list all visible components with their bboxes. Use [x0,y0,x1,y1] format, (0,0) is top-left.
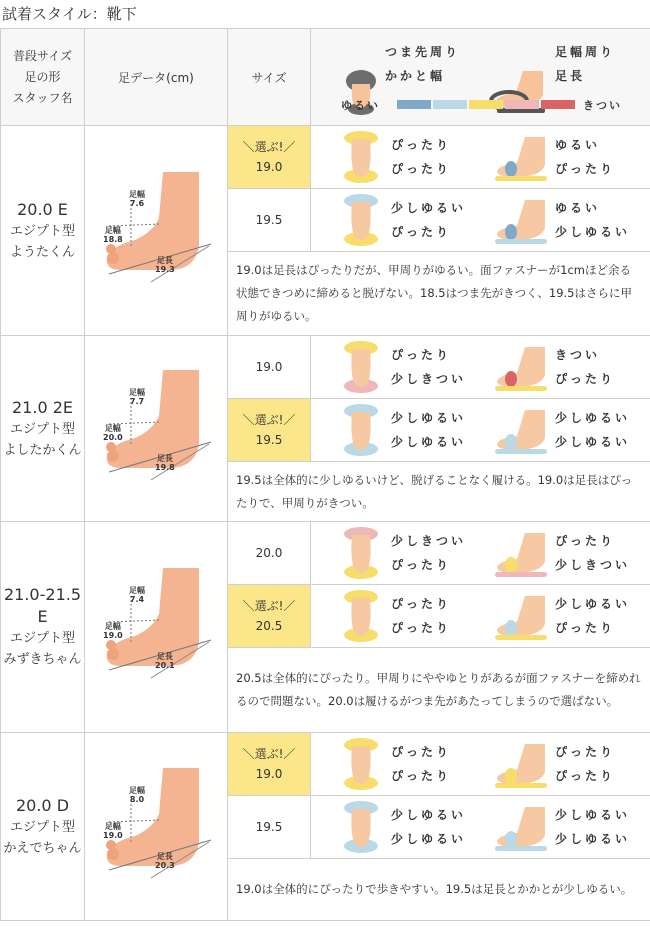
fitting-note: 19.0は足長はぴったりだが、甲周りがゆるい。面ファスナーが1cmほど余る状態できつめに締めると脱げない。18.5はつま先がきつく、19.5はさらに甲周りがゆるい。 [228,252,650,336]
person-cell [1,733,85,921]
length-fit: ぴったり [555,372,616,386]
instep-fit: ぴったり [555,534,616,548]
width-value: 19.0 [103,631,123,640]
length-fit: 少しきつい [555,558,631,572]
side-fit-icon [491,592,553,642]
instep-value: 7.6 [129,198,145,208]
fit-result-cell [311,796,650,859]
header-staff-name: スタッフ名 [12,90,73,105]
chosen-badge: ＼選ぶ!／ [242,747,296,761]
header-foot-data: 足データ(cm) [85,29,228,126]
fit-row [1,522,650,585]
side-fit-icon [491,740,553,790]
toe-fit: ぴったり [391,138,452,152]
length-fit: 少しゆるい [555,225,631,239]
foot-shape: エジプト型 [9,223,75,239]
width-value: 18.8 [103,234,123,244]
page-title: 試着スタイル：靴下 [2,5,137,23]
length-fit: ぴったり [555,621,616,635]
fit-row [1,336,650,399]
chosen-badge: ＼選ぶ!／ [242,599,296,613]
fit-result-cell [311,189,650,252]
length-label: 足長 19.8 [155,453,175,472]
header-row [1,29,650,126]
size-value: 20.0 [255,546,283,560]
sole-fit-icon [339,340,383,394]
length-value: 19.3 [155,264,175,274]
length-fit: ぴったり [555,162,616,176]
foot-shape: エジプト型 [9,819,75,835]
width-label: 足幅 19.0 [103,821,123,840]
staff-name: よしたかくん [3,442,82,458]
toe-fit: ぴったり [391,597,452,611]
toe-fit: 少しゆるい [391,201,467,215]
foot-shape: エジプト型 [9,421,75,437]
fitting-note: 20.5は全体的にぴったり。甲周りにややゆとりがあるが面ファスナーを締めれるので問題ない。20.0は履けるがつま先があたってしまうので選ばない。 [228,648,650,733]
foot-shape: エジプト型 [9,631,75,646]
size-value: 19.5 [255,213,283,227]
scale-segment [397,100,431,109]
size-cell [228,126,311,189]
staff-name: かえでちゃん [3,840,82,856]
fitting-note: 19.5は全体的に少しゆるいけど、脱げることなく履ける。19.0は足長はぴったりで、甲周りがきつい。 [228,462,650,522]
heel-fit: ぴったり [391,162,452,176]
heel-fit: ぴったり [391,621,452,635]
usual-size: 20.0 E [17,199,68,219]
instep-label: 足幅 7.4 [129,586,145,604]
width-value: 19.0 [103,830,123,840]
instep-fit: 少しゆるい [555,411,631,425]
sole-fit-icon [339,193,383,247]
sole-fit-icon [339,800,383,854]
fitting-note: 19.0は全体的にぴったりで歩きやすい。19.5は足長とかかとが少しゆるい。 [228,859,650,921]
fit-result-cell [311,126,650,189]
usual-size: 20.0 D [15,795,70,815]
header-size: サイズ [228,29,311,126]
instep-label: 足幅 7.7 [129,387,145,406]
instep-label: 足幅 8.0 [129,785,145,804]
side-fit-icon [491,529,553,579]
size-value: 20.5 [255,619,283,633]
fit-result-cell [311,733,650,796]
size-cell [228,189,311,252]
scale-segment [541,100,575,109]
size-value: 19.0 [255,160,283,174]
side-fit-icon [491,133,553,183]
sole-fit-icon [339,526,383,580]
person-cell [1,126,85,336]
header-foot-shape: 足の形 [24,69,61,84]
legend-loose: ゆるい [341,99,380,112]
side-fit-icon [491,196,553,246]
width-label: 足幅 19.0 [103,622,123,640]
size-cell [228,796,311,859]
length-label: 足長 20.1 [155,652,175,670]
fit-result-cell [311,522,650,585]
fit-result-cell [311,336,650,399]
foot-data-cell [85,336,228,522]
size-cell [228,733,311,796]
size-cell [228,585,311,648]
sole-fit-icon [339,403,383,457]
size-value: 19.5 [255,820,283,834]
staff-name: みずきちゃん [3,652,82,667]
size-value: 19.5 [255,433,283,447]
instep-fit: 少しゆるい [555,808,631,822]
sole-fit-icon [339,737,383,791]
fit-result-cell [311,399,650,462]
size-cell [228,336,311,399]
staff-name: ようたくん [9,244,75,260]
width-label: 足幅 20.0 [103,423,123,442]
width-label: 足幅 18.8 [103,225,123,244]
usual-size: 21.0-21.5 E [3,585,82,626]
side-fit-icon [491,406,553,456]
foot-data-cell [85,126,228,336]
toe-fit: 少しゆるい [391,808,467,822]
size-value: 19.0 [255,767,283,781]
person-cell [1,522,85,733]
heel-fit: ぴったり [391,225,452,239]
instep-fit: 少しゆるい [555,597,631,611]
instep-fit: きつい [555,348,601,362]
chosen-badge: ＼選ぶ!／ [242,140,296,154]
toe-fit: ぴったり [391,745,452,759]
foot-data-cell [85,733,228,921]
usual-size: 21.0 2E [12,397,73,417]
chosen-badge: ＼選ぶ!／ [242,413,296,427]
legend-toe: つま先周り [385,45,461,59]
header-legend [311,29,650,126]
fitting-table [0,28,650,921]
instep-value: 7.7 [129,396,145,406]
person-cell [1,336,85,522]
instep-value: 8.0 [129,794,145,804]
length-fit: 少しゆるい [555,832,631,846]
instep-fit: ぴったり [555,745,616,759]
tightness-scale-bar [397,100,575,109]
legend-length: 足長 [555,69,586,83]
scale-segment [469,100,503,109]
toe-fit: ぴったり [391,348,452,362]
heel-fit: 少しきつい [391,372,467,386]
length-label: 足長 19.3 [155,255,175,274]
instep-fit: ゆるい [555,201,601,215]
fit-row [1,126,650,189]
scale-segment [505,100,539,109]
sole-fit-icon [339,589,383,643]
fit-result-cell [311,585,650,648]
instep-value: 7.4 [129,595,145,604]
toe-fit: 少しゆるい [391,411,467,425]
heel-fit: ぴったり [391,769,452,783]
instep-label: 足幅 7.6 [129,189,145,208]
width-value: 20.0 [103,432,123,442]
legend-tight: きつい [583,99,622,112]
heel-fit: 少しゆるい [391,832,467,846]
size-value: 19.0 [255,360,283,374]
foot-data-cell [85,522,228,733]
legend-heel: かかと幅 [385,69,446,83]
toe-fit: 少しきつい [391,534,467,548]
header-person [1,29,85,126]
side-fit-icon [491,803,553,853]
size-cell [228,522,311,585]
size-cell [228,399,311,462]
legend-instep: 足幅周り [555,45,616,59]
sole-fit-icon [339,130,383,184]
length-fit: 少しゆるい [555,435,631,449]
scale-segment [433,100,467,109]
length-value: 19.8 [155,462,175,472]
instep-fit: ゆるい [555,138,601,152]
heel-fit: ぴったり [391,558,452,572]
length-fit: ぴったり [555,769,616,783]
fit-row [1,733,650,796]
side-fit-icon [491,343,553,393]
length-value: 20.1 [155,661,175,670]
length-value: 20.3 [155,860,175,870]
heel-fit: 少しゆるい [391,435,467,449]
header-usual-size: 普段サイズ [12,48,73,63]
length-label: 足長 20.3 [155,851,175,870]
